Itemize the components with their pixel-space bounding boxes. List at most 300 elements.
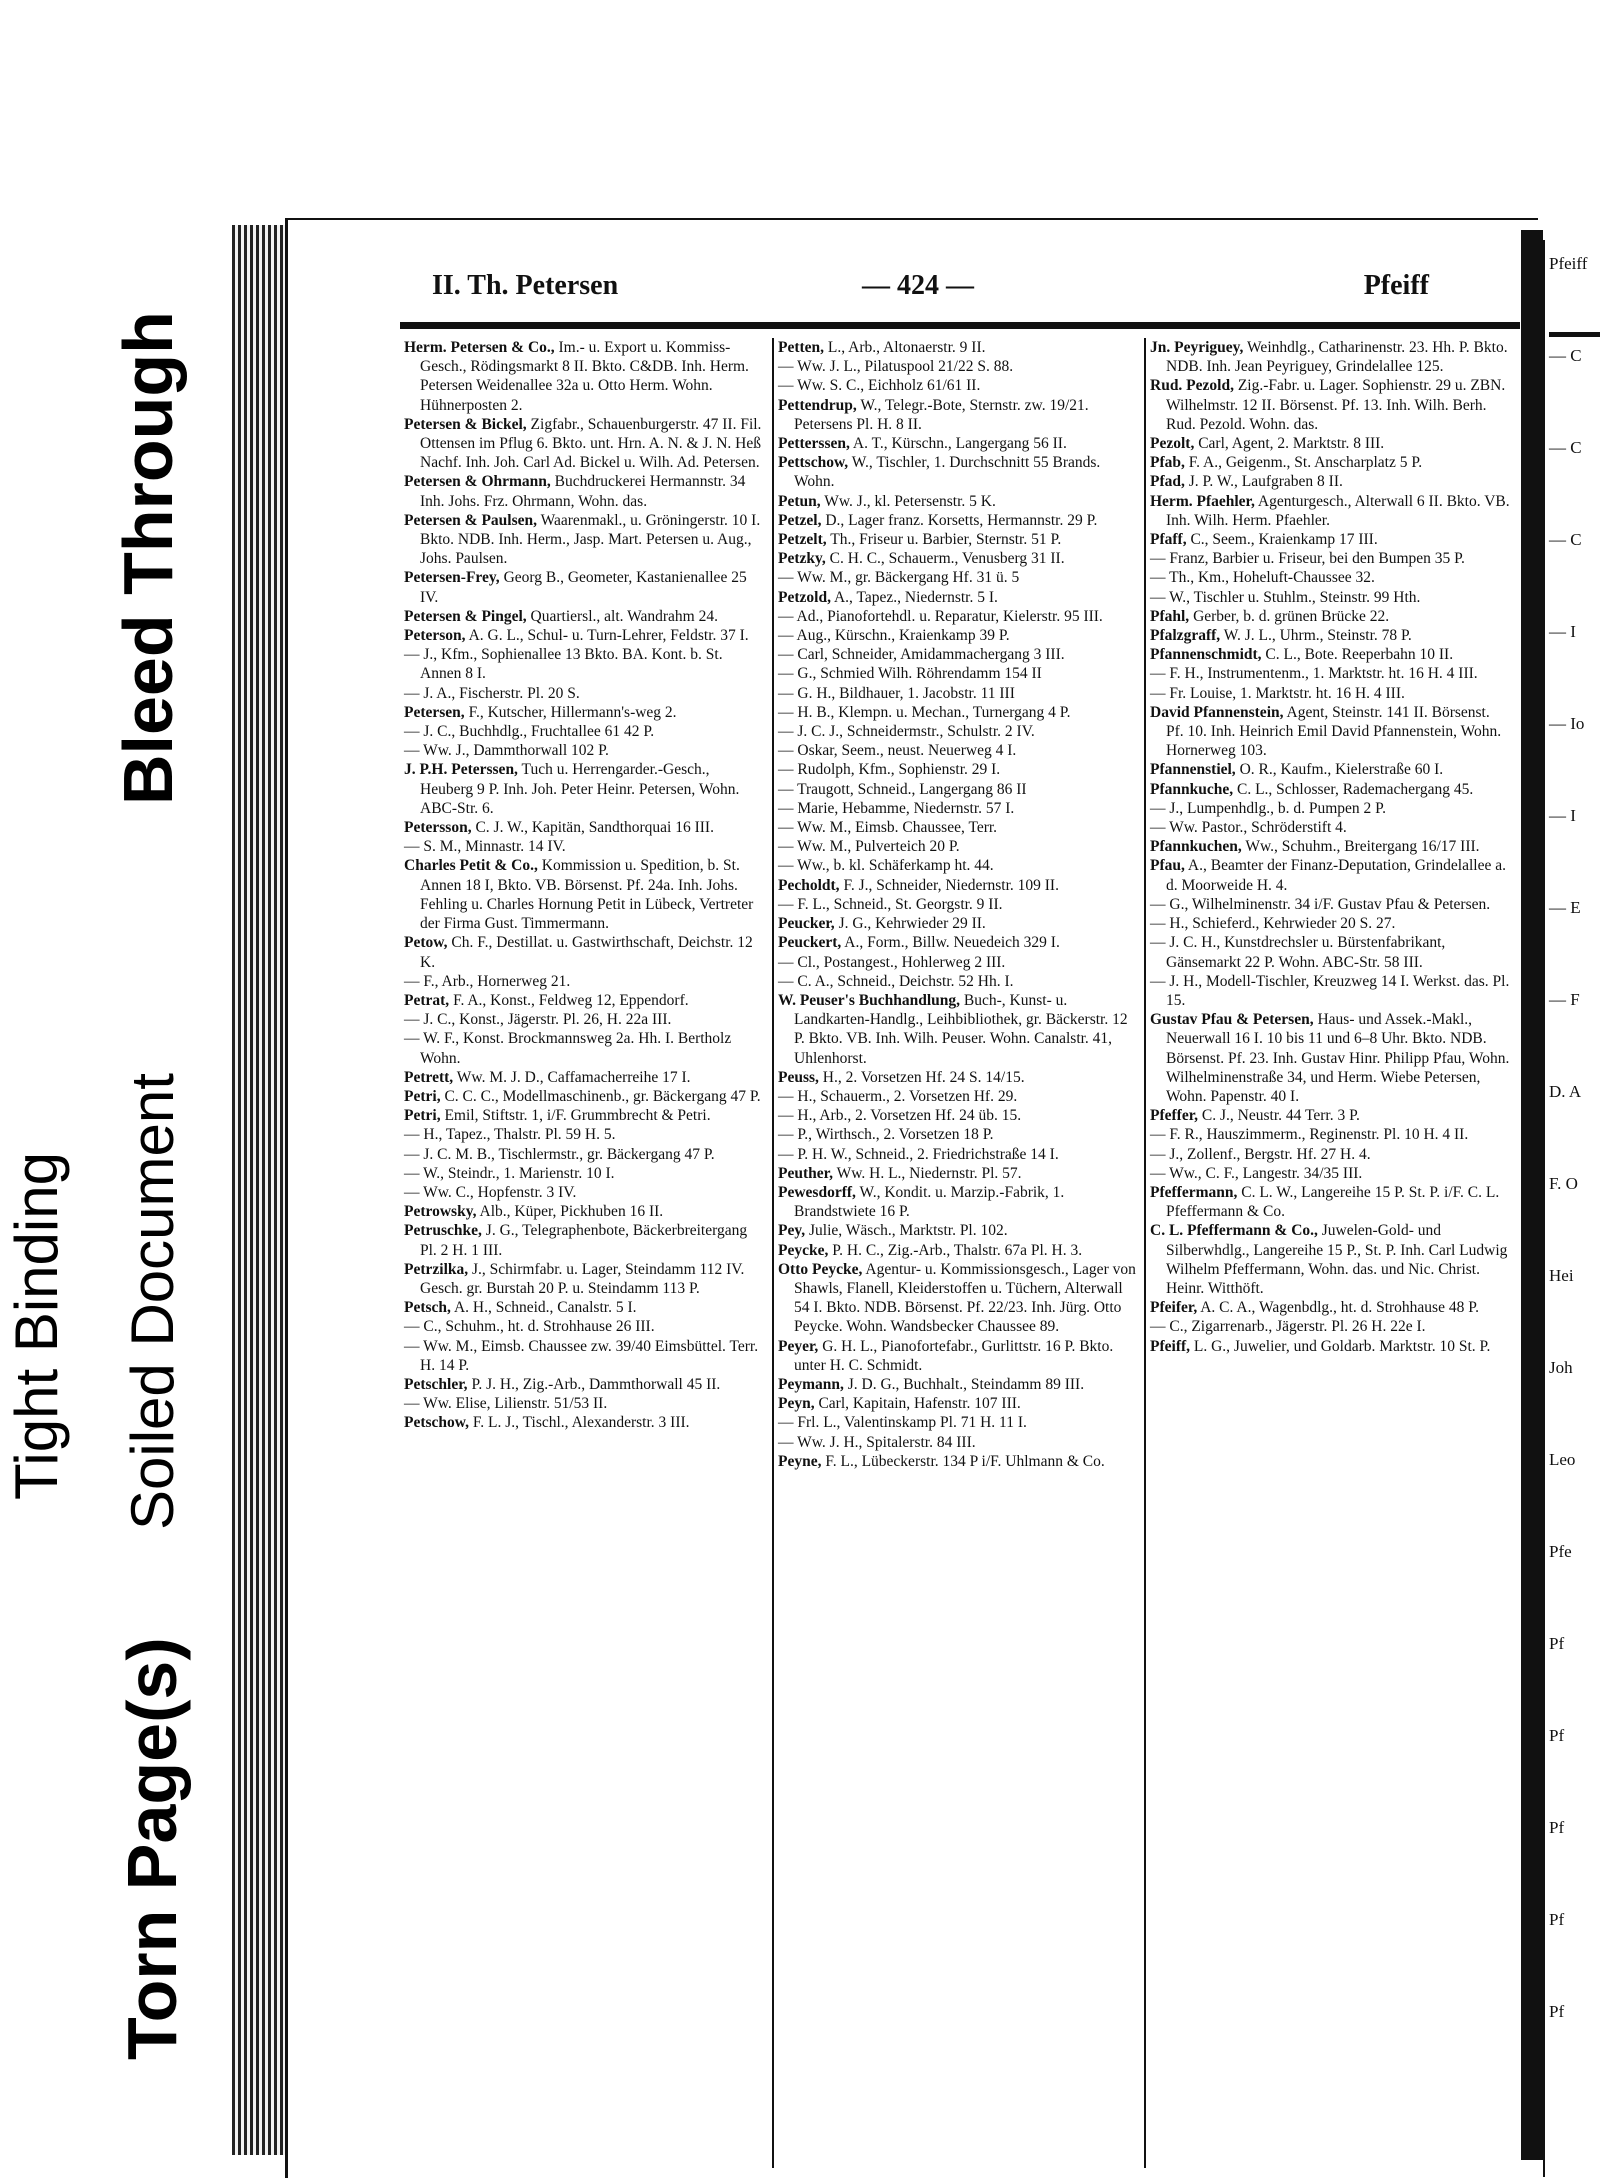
directory-entry xyxy=(1150,856,1510,894)
directory-entry xyxy=(1150,760,1510,779)
entry-text: — Cl., Postangest., Hohlerweg 2 III. xyxy=(778,953,1006,971)
entry-text: — S. M., Minnastr. 14 IV. xyxy=(404,838,566,856)
entry-text: — Marie, Hebamme, Niedernstr. 57 I. xyxy=(778,799,1015,817)
directory-entry xyxy=(1150,607,1510,626)
directory-entry xyxy=(1150,588,1510,607)
directory-entry xyxy=(778,818,1138,837)
book-spine-gutter xyxy=(1521,230,1543,2160)
entry-name: Peuss, xyxy=(778,1068,819,1086)
entry-name: Pettendrup, xyxy=(778,396,857,414)
directory-entry xyxy=(404,1183,766,1202)
directory-entry xyxy=(778,1221,1138,1240)
directory-entry xyxy=(404,1413,766,1432)
entry-text: — Fr. Louise, 1. Marktstr. ht. 16 H. 4 III. xyxy=(1150,684,1405,702)
entry-text: Alb., Küper, Pickhuben 16 II. xyxy=(479,1203,664,1221)
entry-text: — Ww. C., Hopfenstr. 3 IV. xyxy=(404,1183,577,1201)
directory-entry xyxy=(778,1068,1138,1087)
entry-text: — P. H. W., Schneid., 2. Friedrichstraße 14 I. xyxy=(778,1145,1059,1163)
directory-entry xyxy=(1150,1183,1510,1221)
entry-text: — Carl, Schneider, Amidammachergang 3 III. xyxy=(778,646,1065,664)
column-3 xyxy=(1144,338,1516,2168)
directory-entry xyxy=(404,1375,766,1394)
entry-name: Pfab, xyxy=(1150,454,1185,472)
directory-entry xyxy=(404,741,766,760)
entry-text: Emil, Stiftstr. 1, i/F. Grummbrecht & Petri. xyxy=(444,1107,711,1125)
directory-entry xyxy=(404,933,766,971)
directory-entry xyxy=(778,780,1138,799)
entry-name: Petun, xyxy=(778,492,821,510)
entry-text: A., Beamter der Finanz-Deputation, Grindelallee a. d. Moorweide H. 4. xyxy=(1166,857,1506,894)
entry-text: C. J., Neustr. 44 Terr. 3 P. xyxy=(1201,1107,1360,1125)
directory-entry xyxy=(778,1145,1138,1164)
entry-name: Petschow, xyxy=(404,1414,470,1432)
entry-text: — W. F., Konst. Brockmannsweg 2a. Hh. I. Bertholz Wohn. xyxy=(404,1030,732,1067)
facing-page-line: Pfe xyxy=(1549,1542,1572,1561)
directory-entry xyxy=(778,799,1138,818)
entry-text: F. L. J., Tischl., Alexanderstr. 3 III. xyxy=(472,1414,690,1432)
directory-entry xyxy=(1150,568,1510,587)
entry-text: Haus- und Assek.-Makl., Neuerwall 16 I. 10 bis 11 und 6–8 Uhr. Bkto. NDB. Börsenst. Pf. 23. Inh. Gustav Hinr. Philipp Pfau, Wohn. Wilhelminenstraße 34, und Herm. Wiebe Petersen, Wohn. Papenstr. 40 I. xyxy=(1166,1011,1510,1105)
entry-text: — Th., Km., Hoheluft-Chaussee 32. xyxy=(1150,569,1375,587)
entry-text: — W., Steindr., 1. Marienstr. 10 I. xyxy=(404,1164,615,1182)
entry-text: W., Kondit. u. Marzip.-Fabrik, 1. Brandstwiete 16 P. xyxy=(794,1183,1065,1221)
entry-name: Herm. Petersen & Co., xyxy=(404,339,555,356)
directory-entry xyxy=(1150,453,1510,472)
directory-entry xyxy=(1150,492,1510,530)
directory-entry xyxy=(778,530,1138,549)
directory-entry xyxy=(404,1145,766,1164)
entry-name: Pfannkuchen, xyxy=(1150,838,1242,856)
directory-entry xyxy=(404,684,766,703)
entry-name: Petow, xyxy=(404,934,448,952)
column-1 xyxy=(400,338,772,2168)
directory-entry xyxy=(778,1106,1138,1125)
directory-entry xyxy=(778,568,1138,587)
directory-entry xyxy=(778,1394,1138,1413)
facing-page-line: F. O xyxy=(1549,1174,1578,1193)
entry-name: Pfannenschmidt, xyxy=(1150,646,1262,664)
column-2 xyxy=(772,338,1144,2168)
entry-name: Pfeffermann, xyxy=(1150,1183,1238,1201)
entry-name: Petersen & Bickel, xyxy=(404,415,527,433)
directory-entry xyxy=(778,1452,1138,1471)
directory-entry xyxy=(778,933,1138,952)
entry-name: Petterssen, xyxy=(778,435,850,453)
page-header xyxy=(392,270,1467,306)
directory-entry xyxy=(778,856,1138,875)
directory-entry xyxy=(778,953,1138,972)
entry-text: A. H., Schneid., Canalstr. 5 I. xyxy=(453,1299,637,1317)
stamp-tight-binding: Tight Binding xyxy=(3,1152,70,1500)
directory-entry xyxy=(778,914,1138,933)
entry-text: — H., Arb., 2. Vorsetzen Hf. 24 üb. 15. xyxy=(778,1107,1022,1125)
directory-entry xyxy=(1150,626,1510,645)
directory-entry xyxy=(1150,645,1510,664)
entry-name: Otto Peycke, xyxy=(778,1260,863,1278)
directory-entry xyxy=(778,549,1138,568)
directory-page xyxy=(392,270,1510,2160)
entry-name: Petrzilka, xyxy=(404,1260,469,1278)
entry-text: Gerber, b. d. grünen Brücke 22. xyxy=(1193,607,1390,625)
directory-entry xyxy=(404,1106,766,1125)
entry-text: J. P. W., Laufgraben 8 II. xyxy=(1188,473,1343,491)
directory-entry xyxy=(404,760,766,818)
entry-text: — F. L., Schneid., St. Georgstr. 9 II. xyxy=(778,895,1003,913)
facing-page-line: — F xyxy=(1549,990,1580,1009)
entry-text: — Frl. L., Valentinskamp Pl. 71 H. 11 I. xyxy=(778,1414,1027,1432)
entry-name: Pecholdt, xyxy=(778,876,840,894)
entry-text: A. G. L., Schul- u. Turn-Lehrer, Feldstr. 37 I. xyxy=(468,627,749,645)
entry-text: C. L., Bote. Reeperbahn 10 II. xyxy=(1265,646,1454,664)
directory-entry xyxy=(778,1241,1138,1260)
directory-entry xyxy=(778,338,1138,357)
directory-entry xyxy=(404,511,766,569)
facing-page-line: Pfeiff xyxy=(1549,254,1588,273)
entry-text: Tuch u. Herrengarder.-Gesch., Heuberg 9 P. Inh. Joh. Peter Heinr. Petersen, Wohn. ABC-Str. 6. xyxy=(420,761,740,817)
entry-text: L. G., Juwelier, und Goldarb. Marktstr. 10 St. P. xyxy=(1193,1337,1491,1355)
entry-text: P. J. H., Zig.-Arb., Dammthorwall 45 II. xyxy=(471,1375,721,1393)
entry-text: Im.- u. Export u. Kommiss-Gesch., Rödingsmarkt 8 II. Bkto. C&DB. Inh. Herm. Petersen Weidenallee 32a u. Otto Herm. Wohn. Hühnerposten 2. xyxy=(420,339,749,414)
entry-name: Pfalzgraff, xyxy=(1150,627,1221,645)
directory-entry xyxy=(404,1029,766,1067)
entry-name: Pettschow, xyxy=(778,454,849,472)
directory-entry xyxy=(778,760,1138,779)
entry-text: — C., Schuhm., ht. d. Strohhause 26 III. xyxy=(404,1318,655,1336)
directory-entry xyxy=(778,434,1138,453)
facing-page-line: — C xyxy=(1549,438,1582,457)
directory-entry xyxy=(404,1221,766,1259)
directory-entry xyxy=(1150,664,1510,683)
header-section-label: II. Th. Petersen xyxy=(432,270,619,301)
entry-text: — Aug., Kürschn., Kraienkamp 39 P. xyxy=(778,627,1010,645)
entry-text: F. A., Konst., Feldweg 12, Eppendorf. xyxy=(453,991,689,1009)
facing-page-lines xyxy=(1545,250,1587,2026)
directory-entry xyxy=(404,722,766,741)
entry-name: Peymann, xyxy=(778,1375,844,1393)
entry-text: G. H. L., Pianofortefabr., Gurlittstr. 16 P. Bkto. unter H. C. Schmidt. xyxy=(794,1337,1114,1374)
entry-text: — H. B., Klempn. u. Mechan., Turnergang 4 P. xyxy=(778,703,1071,721)
entry-name: Petrat, xyxy=(404,991,450,1009)
entry-text: C. C. C., Modellmaschinenb., gr. Bäckergang 47 P. xyxy=(444,1087,761,1105)
directory-entry xyxy=(778,607,1138,626)
directory-entry xyxy=(1150,434,1510,453)
entry-name: Pfannenstiel, xyxy=(1150,761,1236,779)
directory-entry xyxy=(1150,1164,1510,1183)
entry-name: Petersen-Frey, xyxy=(404,569,500,587)
facing-page-line: — Io xyxy=(1549,714,1585,733)
directory-entry xyxy=(404,837,766,856)
entry-text: — G., Schmied Wilh. Röhrendamm 154 II xyxy=(778,665,1042,683)
directory-entry xyxy=(1150,1337,1510,1356)
entry-text: — Ww. M., Eimsb. Chaussee, Terr. xyxy=(778,819,998,837)
entry-text: — Ww. J., Dammthorwall 102 P. xyxy=(404,742,609,760)
entry-name: Petzel, xyxy=(778,511,822,529)
header-catchword: Pfeiff xyxy=(1363,270,1429,301)
entry-name: Petruschke, xyxy=(404,1222,482,1240)
entry-text: — C., Zigarrenarb., Jägerstr. Pl. 26 H. 22e I. xyxy=(1150,1318,1426,1336)
directory-entry xyxy=(778,1375,1138,1394)
entry-name: Petersen & Pingel, xyxy=(404,607,527,625)
directory-entry xyxy=(1150,1145,1510,1164)
entry-name: Pfahl, xyxy=(1150,607,1190,625)
directory-entry xyxy=(778,1433,1138,1452)
entry-text: Quartiersl., alt. Wandrahm 24. xyxy=(530,607,718,625)
entry-text: — J. C., Konst., Jägerstr. Pl. 26, H. 22a III. xyxy=(404,1011,672,1029)
entry-name: Pfeiff, xyxy=(1150,1337,1191,1355)
entry-name: Peterson, xyxy=(404,627,466,645)
entry-text: Ww. M. J. D., Caffamacherreihe 17 I. xyxy=(456,1068,691,1086)
directory-entry xyxy=(778,1087,1138,1106)
directory-entry xyxy=(404,1125,766,1144)
entry-text: A., Form., Billw. Neuedeich 329 I. xyxy=(844,934,1060,952)
entry-text: — J. C. M. B., Tischlermstr., gr. Bäckergang 47 P. xyxy=(404,1145,715,1163)
entry-text: F. A., Geigenm., St. Anscharplatz 5 P. xyxy=(1188,454,1423,472)
facing-page-line: Pf xyxy=(1549,1634,1565,1653)
stamp-bleed-through: Bleed Through xyxy=(109,311,187,805)
directory-entry xyxy=(778,511,1138,530)
directory-entry xyxy=(404,472,766,510)
directory-entry xyxy=(778,741,1138,760)
entry-text: — Ww. J. H., Spitalerstr. 84 III. xyxy=(778,1433,976,1451)
stamp-soiled-document: Soiled Document xyxy=(119,1073,186,1530)
entry-text: Waarenmakl., u. Gröningerstr. 10 I. Bkto. NDB. Inh. Herm., Jasp. Mart. Petersen u. Aug., Johs. Paulsen. xyxy=(420,511,761,568)
entry-text: Agenturgesch., Alterwall 6 II. Bkto. VB. Inh. Wilh. Herm. Pfaehler. xyxy=(1166,492,1510,529)
directory-entry xyxy=(404,972,766,991)
directory-entry xyxy=(404,1260,766,1298)
entry-name: Petten, xyxy=(778,339,825,356)
entry-text: — C. A., Schneid., Deichstr. 52 Hh. I. xyxy=(778,972,1014,990)
entry-name: Pezolt, xyxy=(1150,435,1195,453)
entry-text: J., Schirmfabr. u. Lager, Steindamm 112 IV. Gesch. gr. Burstah 20 P. u. Steindamm 113 P. xyxy=(420,1260,745,1297)
entry-text: A., Tapez., Niedernstr. 5 I. xyxy=(833,588,998,606)
facing-page-line: Leo xyxy=(1549,1450,1576,1469)
directory-entry xyxy=(778,1260,1138,1337)
entry-name: Peucker, xyxy=(778,915,835,933)
directory-entry xyxy=(404,1068,766,1087)
entry-name: Peyn, xyxy=(778,1395,815,1413)
entry-text: — J., Zollenf., Bergstr. Hf. 27 H. 4. xyxy=(1150,1145,1371,1163)
entry-name: Petzelt, xyxy=(778,531,827,549)
entry-text: Ch. F., Destillat. u. Gastwirthschaft, Deichstr. 12 K. xyxy=(420,934,753,971)
directory-entry xyxy=(404,1337,766,1375)
entry-text: F. J., Schneider, Niedernstr. 109 II. xyxy=(843,876,1059,894)
directory-entry xyxy=(1150,703,1510,761)
entry-name: Herm. Pfaehler, xyxy=(1150,492,1255,510)
entry-text: W., Tischler, 1. Durchschnitt 55 Brands. Wohn. xyxy=(794,454,1101,491)
entry-text: — Ww. M., Pulverteich 20 P. xyxy=(778,838,960,856)
entry-text: P. H. C., Zig.-Arb., Thalstr. 67a Pl. H. 3. xyxy=(832,1241,1083,1259)
entry-text: — F., Arb., Hornerweg 21. xyxy=(404,972,571,990)
header-rule xyxy=(400,322,1520,329)
entry-text: — Ww. J. L., Pilatuspool 21/22 S. 88. xyxy=(778,358,1014,376)
entry-name: Peycke, xyxy=(778,1241,829,1259)
entry-name: Petersson, xyxy=(404,819,472,837)
facing-page-line: Pf xyxy=(1549,1910,1565,1929)
directory-entry xyxy=(1150,780,1510,799)
facing-page-line: — C xyxy=(1549,530,1582,549)
entry-text: Carl, Agent, 2. Marktstr. 8 III. xyxy=(1198,435,1385,453)
facing-page-line: — I xyxy=(1549,806,1576,825)
directory-entry xyxy=(778,684,1138,703)
facing-page-line: Pf xyxy=(1549,1818,1565,1837)
entry-name: Petschler, xyxy=(404,1375,468,1393)
entry-name: Peuther, xyxy=(778,1164,833,1182)
facing-page-line: — I xyxy=(1549,622,1576,641)
entry-text: — J., Lumpenhdlg., b. d. Pumpen 2 P. xyxy=(1150,799,1386,817)
entry-name: Pfeffer, xyxy=(1150,1107,1199,1125)
directory-entry xyxy=(1150,1125,1510,1144)
directory-entry xyxy=(404,415,766,473)
facing-page-line: — C xyxy=(1549,346,1582,365)
directory-entry xyxy=(778,895,1138,914)
entry-name: W. Peuser's Buchhandlung, xyxy=(778,991,961,1009)
entry-text: Agent, Steinstr. 141 II. Börsenst. Pf. 10. Inh. Heinrich Emil David Pfannenstein, Wohn. Hornerweg 103. xyxy=(1166,703,1502,760)
facing-page-line: — E xyxy=(1549,898,1581,917)
entry-text: Georg B., Geometer, Kastanienallee 25 IV. xyxy=(420,569,747,606)
entry-name: Petzky, xyxy=(778,550,826,568)
directory-entry xyxy=(778,357,1138,376)
entry-text: L., Arb., Altonaerstr. 9 II. xyxy=(827,339,986,356)
entry-name: Petrett, xyxy=(404,1068,454,1086)
directory-entry xyxy=(1150,549,1510,568)
directory-entry xyxy=(404,568,766,606)
directory-entry xyxy=(1150,1010,1510,1106)
entry-name: Peuckert, xyxy=(778,934,842,952)
entry-name: Peyer, xyxy=(778,1337,819,1355)
directory-entry xyxy=(778,991,1138,1068)
directory-entry xyxy=(1150,837,1510,856)
entry-text: Carl, Kapitain, Hafenstr. 107 III. xyxy=(818,1395,1021,1413)
entry-text: — Ww., C. F., Langestr. 34/35 III. xyxy=(1150,1164,1363,1182)
entry-text: — H., Schauerm., 2. Vorsetzen Hf. 29. xyxy=(778,1087,1018,1105)
directory-entry xyxy=(1150,1298,1510,1317)
entry-text: Buchdruckerei Hermannstr. 34 Inh. Johs. Frz. Ohrmann, Wohn. das. xyxy=(420,473,746,510)
entry-text: A. C. A., Wagenbdlg., ht. d. Strohhause 48 P. xyxy=(1200,1299,1479,1317)
directory-entry xyxy=(1150,530,1510,549)
entry-text: Kommission u. Spedition, b. St. Annen 18 I, Bkto. VB. Börsenst. Pf. 24a. Inh. Johs. Fehling u. Charles Hornung Petit in Lübeck, Vertreter der Firma Gust. Timmermann. xyxy=(420,857,754,933)
entry-name: Pfeifer, xyxy=(1150,1299,1198,1317)
entry-text: A. T., Kürschn., Langergang 56 II. xyxy=(852,435,1067,453)
entry-text: — Ww. M., Eimsb. Chaussee zw. 39/40 Eimsbüttel. Terr. H. 14 P. xyxy=(404,1337,759,1374)
directory-entry xyxy=(404,1087,766,1106)
entry-text: Ww., Schuhm., Breitergang 16/17 III. xyxy=(1245,838,1480,856)
facing-page-line: Joh xyxy=(1549,1358,1573,1377)
entry-text: — Ww. S. C., Eichholz 61/61 II. xyxy=(778,377,981,395)
entry-name: Peyne, xyxy=(778,1452,822,1470)
entry-name: Gustav Pfau & Petersen, xyxy=(1150,1011,1314,1029)
entry-text: C. H. C., Schauerm., Venusberg 31 II. xyxy=(829,550,1065,568)
entry-text: — J. C. J., Schneidermstr., Schulstr. 2 IV. xyxy=(778,723,1035,741)
page-number: — 424 — xyxy=(862,270,974,301)
entry-name: Petrowsky, xyxy=(404,1203,477,1221)
entry-text: Juwelen-Gold- und Silberwhdlg., Langereihe 15 P., St. P. Inh. Carl Ludwig Wilhelm Pfeffermann, Wohn. das. und Nic. Christ. Heinr. Witthöft. xyxy=(1166,1222,1508,1297)
entry-text: O. R., Kaufm., Kielerstraße 60 I. xyxy=(1239,761,1444,779)
directory-entry xyxy=(1150,684,1510,703)
entry-text: Th., Friseur u. Barbier, Sternstr. 51 P. xyxy=(830,531,1062,549)
directory-entry xyxy=(1150,972,1510,1010)
entry-text: — G. H., Bildhauer, 1. Jacobstr. 11 III xyxy=(778,684,1015,702)
entry-text: C. L., Schlosser, Rademachergang 45. xyxy=(1237,780,1474,798)
directory-entry xyxy=(778,492,1138,511)
directory-entry xyxy=(404,1394,766,1413)
entry-name: David Pfannenstein, xyxy=(1150,703,1284,721)
directory-entry xyxy=(778,703,1138,722)
entry-columns xyxy=(400,338,1520,2168)
entry-name: C. L. Pfeffermann & Co., xyxy=(1150,1222,1318,1240)
entry-text: F. L., Lübeckerstr. 134 P i/F. Uhlmann & Co. xyxy=(825,1452,1105,1470)
entry-text: — F. H., Instrumentenm., 1. Marktstr. ht. 16 H. 4 III. xyxy=(1150,665,1478,683)
entry-name: Petri, xyxy=(404,1107,441,1125)
directory-entry xyxy=(404,856,766,933)
directory-entry xyxy=(778,972,1138,991)
entry-text: J. D. G., Buchhalt., Steindamm 89 III. xyxy=(847,1375,1085,1393)
entry-text: C., Seem., Kraienkamp 17 III. xyxy=(1190,531,1378,549)
directory-entry xyxy=(1150,376,1510,434)
entry-text: — G., Wilhelminenstr. 34 i/F. Gustav Pfau & Petersen. xyxy=(1150,895,1491,913)
entry-name: Petersen, xyxy=(404,703,465,721)
directory-entry xyxy=(404,703,766,722)
directory-entry xyxy=(778,1413,1138,1432)
directory-entry xyxy=(778,1183,1138,1221)
entry-text: — H., Schieferd., Kehrwieder 20 S. 27. xyxy=(1150,915,1396,933)
entry-name: Pfau, xyxy=(1150,857,1185,875)
entry-text: Agentur- u. Kommissionsgesch., Lager von Shawls, Flanell, Kleiderstoffen u. Tüchern, Alterwall 54 I. Bkto. NDB. Börsenst. Pf. 22/23. Inh. Jürg. Otto Peycke. Wohn. Wandsbecker Chaussee 89. xyxy=(794,1260,1136,1336)
directory-entry xyxy=(1150,933,1510,971)
directory-entry xyxy=(404,1010,766,1029)
directory-entry xyxy=(1150,1317,1510,1336)
directory-entry xyxy=(404,1202,766,1221)
directory-entry xyxy=(778,396,1138,434)
entry-name: Petersen & Paulsen, xyxy=(404,511,538,529)
directory-entry xyxy=(1150,799,1510,818)
directory-entry xyxy=(404,818,766,837)
entry-name: Jn. Peyriguey, xyxy=(1150,339,1244,356)
facing-page-fragment xyxy=(1543,240,1600,2177)
directory-entry xyxy=(778,588,1138,607)
entry-text: — J. A., Fischerstr. Pl. 20 S. xyxy=(404,684,580,702)
entry-name: Petri, xyxy=(404,1087,441,1105)
directory-entry xyxy=(778,645,1138,664)
directory-entry xyxy=(404,607,766,626)
entry-name: J. P.H. Peterssen, xyxy=(404,761,518,779)
entry-text: — P., Wirthsch., 2. Vorsetzen 18 P. xyxy=(778,1126,994,1144)
entry-name: Rud. Pezold, xyxy=(1150,377,1234,395)
directory-entry xyxy=(404,626,766,645)
entry-text: F., Kutscher, Hillermann's-weg 2. xyxy=(468,703,677,721)
entry-text: Zig.-Fabr. u. Lager. Sophienstr. 29 u. ZBN. Wilhelmstr. 12 II. Börsenst. Pf. 13. Inh. Wilh. Berh. Rud. Pezold. Wohn. das. xyxy=(1166,377,1506,433)
directory-entry xyxy=(778,1164,1138,1183)
entry-text: — F. R., Hauszimmerm., Reginenstr. Pl. 10 H. 4 II. xyxy=(1150,1126,1469,1144)
entry-name: Pewesdorff, xyxy=(778,1183,856,1201)
entry-name: Pfad, xyxy=(1150,473,1185,491)
entry-text: H., 2. Vorsetzen Hf. 24 S. 14/15. xyxy=(822,1068,1025,1086)
entry-text: Ww. J., kl. Petersenstr. 5 K. xyxy=(824,492,996,510)
directory-entry xyxy=(778,1337,1138,1375)
entry-name: Pey, xyxy=(778,1222,806,1240)
directory-entry xyxy=(404,1164,766,1183)
directory-entry xyxy=(404,645,766,683)
directory-entry xyxy=(778,626,1138,645)
entry-text: — Oskar, Seem., neust. Neuerweg 4 I. xyxy=(778,742,1017,760)
entry-text: W., Telegr.-Bote, Sternstr. zw. 19/21. Petersens Pl. H. 8 II. xyxy=(794,396,1089,433)
directory-entry xyxy=(778,376,1138,395)
facing-page-line: Pf xyxy=(1549,1726,1565,1745)
facing-page-line: Hei xyxy=(1549,1266,1574,1285)
entry-name: Petsch, xyxy=(404,1299,451,1317)
entry-text: Buch-, Kunst- u. Landkarten-Handlg., Leihbibliothek, gr. Bäckerstr. 12 P. Bkto. VB. Inh. Wilh. Peuser. Wohn. Canalstr. 41, Uhlenhorst. xyxy=(794,991,1128,1067)
entry-text: — Ww. M., gr. Bäckergang Hf. 31 ü. 5 xyxy=(778,569,1020,587)
entry-text: — W., Tischler u. Stuhlm., Steinstr. 99 Hth. xyxy=(1150,588,1421,606)
